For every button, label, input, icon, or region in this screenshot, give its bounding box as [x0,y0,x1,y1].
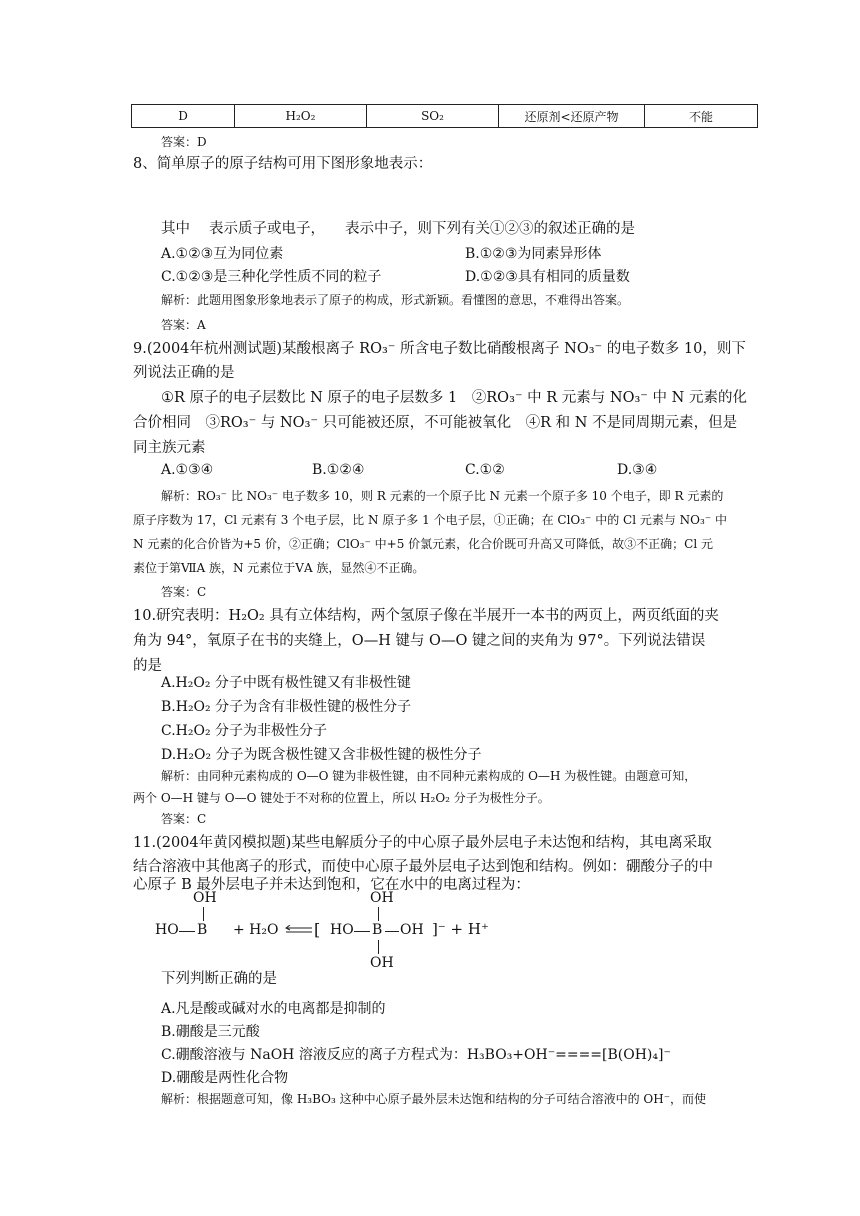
eq-boron-left: B [197,922,208,938]
q11-option-a: A.凡是酸或碱对水的电离都是抑制的 [161,1001,386,1017]
q11-line2: 结合溶液中其他离子的形式，而使中心原子最外层电子达到饱和结构。例如：硼酸分子的中 [133,859,713,875]
q9-analysis-4: 素位于第ⅦA 族，N 元素位于ⅤA 族，显然④不正确。 [133,561,425,575]
eq-oh-bottom: OH [370,955,394,971]
table-cell: 不能 [645,105,758,128]
q10-line1: 10.研究表明：H₂O₂ 具有立体结构，两个氢原子像在半展开一本书的两页上，两页纸面的夹 [133,608,719,624]
q9-option-b: B.①②④ [312,462,365,478]
eq-oh-top-left: OH [193,890,217,906]
eq-bond-vertical [378,907,379,921]
q8-answer: 答案：A [161,318,206,332]
q11-line4: 下列判断正确的是 [161,971,277,987]
q9-line3: ①R 原子的电子层数比 N 原子的电子层数多 1 ②RO₃⁻ 中 R 元素与 NO₃⁻ 中 N 元素的化 [161,390,747,406]
q8-line2-a: 其中 [161,221,190,237]
table-cell: SO₂ [367,105,499,128]
q11-option-d: D.硼酸是两性化合物 [161,1070,289,1086]
answer-7: 答案：D [161,135,207,149]
eq-plus-water: + H₂O [233,922,279,938]
table-row [132,105,758,128]
q9-line2: 列说法正确的是 [133,365,235,381]
q8-option-d: D.①②③具有相同的质量数 [465,269,630,285]
eq-bond-vertical [378,940,379,954]
q10-analysis-2: 两个 O—H 键与 O—O 键处于不对称的位置上，所以 H₂O₂ 分子为极性分子。 [133,791,550,805]
q9-line4: 合价相同 ③RO₃⁻ 与 NO₃⁻ 只可能被还原，不可能被氧化 ④R 和 N 不是同周期元素，但是 [133,415,738,431]
q8-option-c: C.①②③是三种化学性质不同的粒子 [161,269,382,285]
q11-option-c: C.硼酸溶液与 NaOH 溶液反应的离子方程式为：H₃BO₃+OH⁻====[B(OH)₄]⁻ [161,1047,671,1063]
q11-option-b: B.硼酸是三元酸 [161,1024,260,1040]
q10-line2: 角为 94°，氧原子在书的夹缝上，O—H 键与 O—O 键之间的夹角为 97°。下列说法错误 [133,633,706,649]
q8-analysis: 解析：此题用图象形象地表示了原子的构成，形式新颖。看懂图的意思，不难得出答案。 [161,293,630,307]
q10-analysis-1: 解析：由同种元素构成的 O—O 键为非极性键，由不同种元素构成的 O—H 为极性键。由题意可知， [161,769,697,783]
eq-equilibrium-arrow-icon [284,925,314,935]
q10-option-b: B.H₂O₂ 分子为含有非极性键的极性分子 [161,699,412,715]
q9-option-c: C.①② [465,462,505,478]
q8-line2-c: 表示中子，则下列有关①②③的叙述正确的是 [345,221,635,237]
q8-option-a: A.①②③互为同位素 [161,246,284,262]
q11-analysis-1: 解析：根据题意可知，像 H₃BO₃ 这种中心原子最外层未达饱和结构的分子可结合溶液中的 OH⁻，而使 [161,1092,707,1106]
q8-stem: 8、简单原子的原子结构可用下图形象地表示： [133,156,433,172]
eq-ho-left: HO [155,922,179,938]
q10-answer: 答案：C [161,812,207,826]
eq-bond-vertical [203,907,204,921]
q11-line1: 11.(2004年黄冈模拟题)某些电解质分子的中心原子最外层电子未达饱和结构，其电离采取 [133,835,712,851]
q9-option-d: D.③④ [617,462,658,478]
q10-option-c: C.H₂O₂ 分子为非极性分子 [161,723,328,739]
q9-line5: 同主族元素 [133,440,206,456]
eq-bracket-close: ]⁻ + H⁺ [432,920,489,938]
eq-bond-horizontal [179,931,195,932]
q11-line3: 心原子 B 最外层电子并未达到饱和，它在水中的电离过程为： [133,877,530,893]
q9-analysis-2: 原子序数为 17，Cl 元素有 3 个电子层，比 N 原子多 1 个电子层，①正确；在 ClO₃⁻ 中的 Cl 元素与 NO₃⁻ 中 [133,513,727,527]
q10-option-a: A.H₂O₂ 分子中既有极性键又有非极性键 [161,675,411,691]
q8-option-b: B.①②③为同素异形体 [465,246,602,262]
eq-bond-horizontal [385,931,399,932]
table-cell: 还原剂<还原产物 [499,105,645,128]
eq-oh-top-right: OH [370,890,394,906]
q9-option-a: A.①③④ [161,462,214,478]
eq-oh-right: OH [400,922,424,938]
eq-bracket-open: [ [314,920,321,939]
q9-answer: 答案：C [161,585,207,599]
q8-line2-b: 表示质子或电子， [209,221,325,237]
eq-bond-horizontal [354,931,370,932]
eq-boron-right: B [372,922,383,938]
q9-line1: 9.(2004年杭州测试题)某酸根离子 RO₃⁻ 所含电子数比硝酸根离子 NO₃⁻ 的电子数多 10，则下 [133,341,746,357]
answer-table [131,104,758,128]
eq-ho-right: HO [330,922,354,938]
q10-line3: 的是 [133,658,162,674]
q9-analysis-3: N 元素的化合价皆为+5 价，②正确；ClO₃⁻ 中+5 价氯元素，化合价既可升高又可降低，故③不正确；Cl 元 [133,537,713,551]
q9-analysis-1: 解析：RO₃⁻ 比 NO₃⁻ 电子数多 10，则 R 元素的一个原子比 N 元素一个原子多 10 个电子，即 R 元素的 [161,489,724,503]
table-cell: H₂O₂ [235,105,367,128]
q10-option-d: D.H₂O₂ 分子为既含极性键又含非极性键的极性分子 [161,747,482,763]
table-cell: D [132,105,235,128]
